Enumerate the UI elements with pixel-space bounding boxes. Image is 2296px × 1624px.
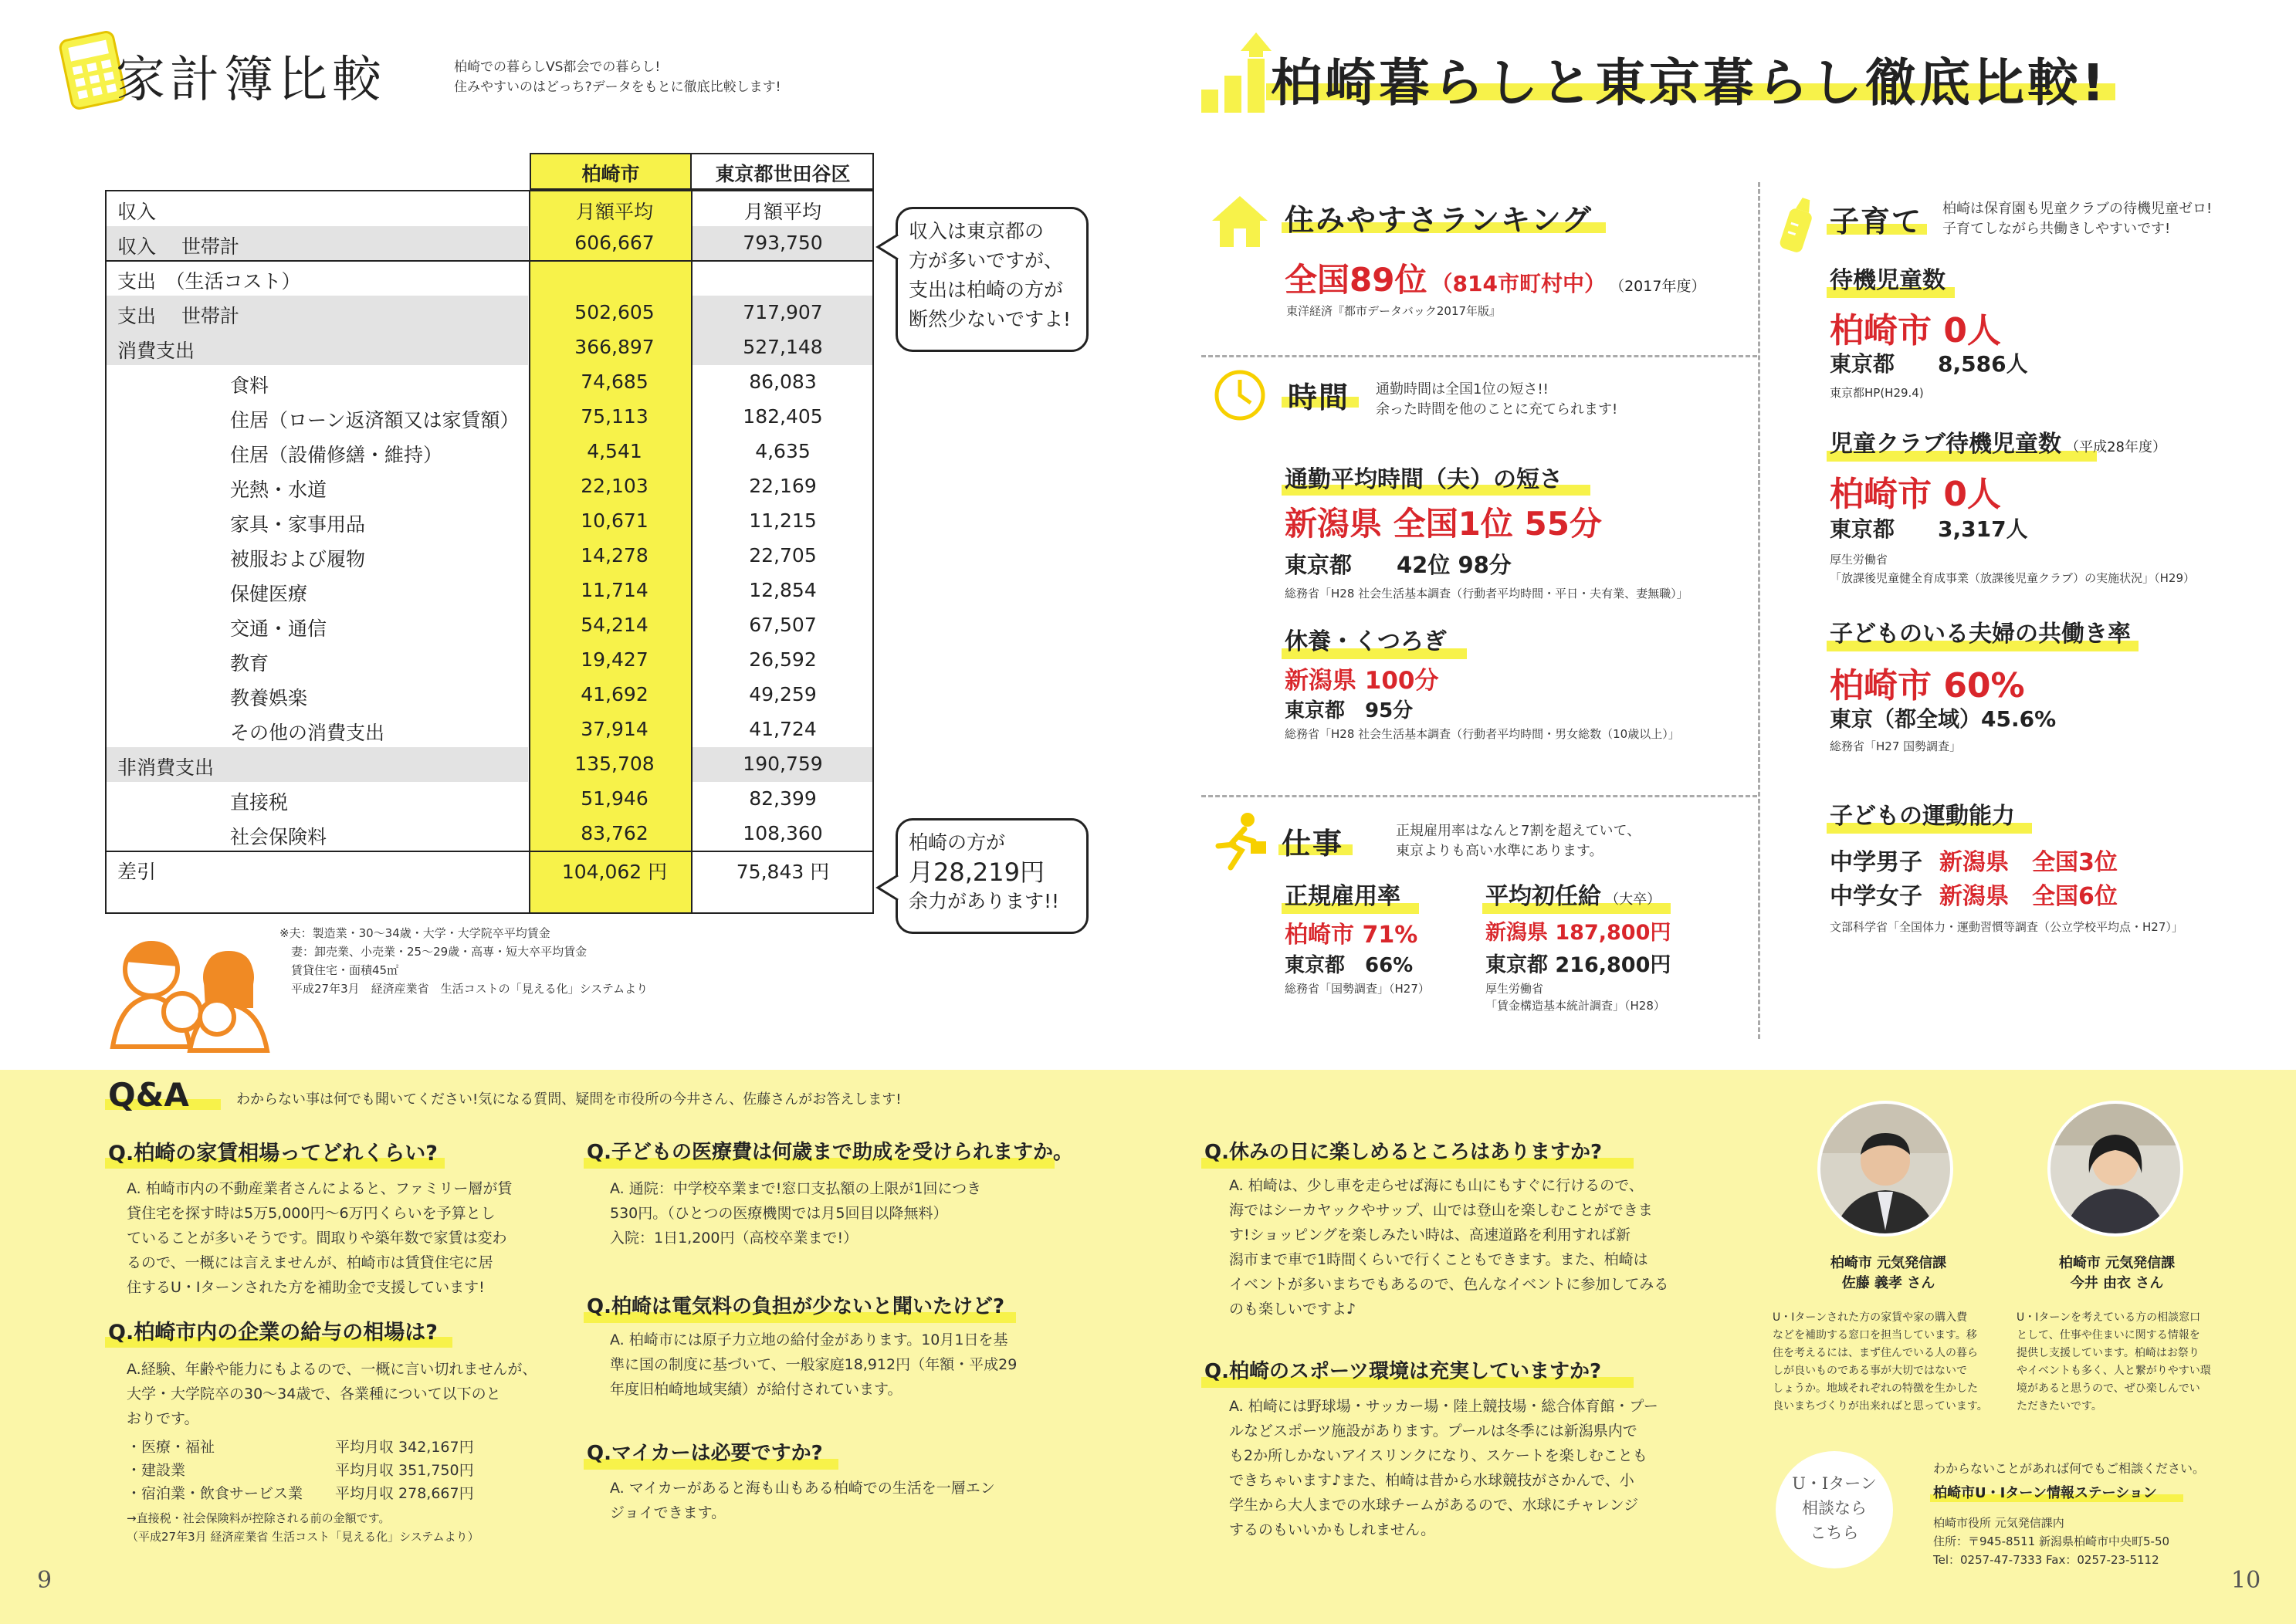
table-row bbox=[105, 365, 874, 399]
table-row bbox=[105, 191, 874, 225]
commute-title: 通勤平均時間（夫）の短さ bbox=[1285, 466, 1563, 493]
staff2-desc-line: やイベントも多く、人と繋がりやすい環 bbox=[2017, 1365, 2211, 1377]
club-main: 柏崎市 0人 bbox=[1830, 475, 2001, 514]
q5-question: Q.マイカーは必要ですか? bbox=[587, 1442, 823, 1465]
employment-source: 総務省「国勢調査」（H27） bbox=[1285, 982, 1430, 996]
table-row-label: 支出 （生活コスト） bbox=[117, 270, 301, 293]
table-cell-kashiwazaki: 502,605 bbox=[574, 301, 655, 323]
table-row bbox=[105, 851, 874, 885]
a2-line: A.経験、年齢や能力にもよるので、一概に言い切れませんが、 bbox=[127, 1361, 537, 1378]
bubble1-tail bbox=[875, 232, 899, 262]
table-row bbox=[105, 817, 874, 851]
table-cell-kashiwazaki: 月額平均 bbox=[575, 201, 653, 223]
a3-line: A. 通院：中学校卒業まで!窓口支払額の上限が1回につき bbox=[610, 1180, 982, 1197]
table-row-label: 教育 bbox=[230, 652, 269, 675]
bubble-surplus-note bbox=[896, 818, 1089, 934]
contact-name: 柏崎市U・Iターン情報ステーション bbox=[1933, 1485, 2157, 1501]
a2-list-item bbox=[127, 1459, 474, 1482]
sport-boy-label: 中学男子 bbox=[1830, 849, 1922, 876]
table-cell-kashiwazaki: 104,062 円 bbox=[561, 861, 668, 883]
table-row bbox=[105, 747, 874, 781]
a1-line: るので、一概には言えませんが、柏崎市は賃貸住宅に居 bbox=[127, 1254, 493, 1271]
table-row-label: 被服および履物 bbox=[230, 548, 366, 570]
a2-list-key: ・建設業 bbox=[127, 1462, 186, 1479]
table-row bbox=[105, 400, 874, 434]
a6-line: のも楽しいですよ♪ bbox=[1229, 1301, 1356, 1318]
a7-line: できちゃいます♪また、柏崎は昔から水球競技がさかんで、小 bbox=[1229, 1472, 1634, 1489]
contact-line-2: 住所：〒945-8511 新潟県柏崎市中央町5-50 bbox=[1933, 1534, 2170, 1548]
staff1-desc-line: U・Iターンされた方の家賃や家の購入費 bbox=[1773, 1311, 1968, 1324]
table-row-label: 収入 世帯計 bbox=[117, 235, 239, 258]
table-cell-kashiwazaki: 366,897 bbox=[574, 336, 655, 358]
table-row bbox=[105, 539, 874, 573]
table-cell-setagaya: 86,083 bbox=[749, 370, 817, 393]
wage-source-1: 厚生労働省 bbox=[1485, 982, 1544, 996]
a2-list-item bbox=[127, 1436, 474, 1459]
divider-ranking bbox=[1201, 355, 1757, 357]
table-row-label: 非消費支出 bbox=[117, 756, 215, 779]
staff-photo-sato-avatar bbox=[1816, 1099, 1955, 1241]
qa-intro: わからない事は何でも聞いてください!気になる質問、疑問を市役所の今井さん、佐藤さんがお答えします! bbox=[236, 1091, 902, 1108]
staff2-desc-line: U・Iターンを考えている方の相談窓口 bbox=[2017, 1311, 2201, 1324]
table-row bbox=[105, 435, 874, 469]
table-cell-kashiwazaki: 54,214 bbox=[581, 614, 649, 636]
consultation-circle bbox=[1776, 1451, 1893, 1568]
right-page-title: 柏崎暮らしと東京暮らし徹底比較! bbox=[1271, 53, 2108, 113]
staff1-desc-line: 良いまちづくりが出来ればと思っています。 bbox=[1773, 1400, 1988, 1413]
left-subtitle-2: 住みやすいのはどっち?データをもとに徹底比較します! bbox=[454, 80, 781, 95]
contact-line-3: Tel：0257-47-7333 Fax：0257-23-5112 bbox=[1933, 1553, 2159, 1567]
table-row-label: 教養娯楽 bbox=[230, 687, 308, 709]
child-desc-1: 柏崎は保育園も児童クラブの待機児童ゼロ! bbox=[1942, 201, 2213, 217]
table-cell-setagaya: 527,148 bbox=[743, 336, 823, 358]
table-cell-setagaya: 22,169 bbox=[749, 475, 817, 497]
sport-girl-label: 中学女子 bbox=[1830, 883, 1922, 910]
a6-line: A. 柏崎は、少し車を走らせば海にも山にもすぐに行けるので、 bbox=[1229, 1177, 1644, 1194]
consultation-circle-line3: こちら bbox=[1810, 1524, 1859, 1542]
a2-list-key: ・宿泊業・飲食サービス業 bbox=[127, 1485, 303, 1502]
table-row-label: 住居（ローン返済額又は家賃額） bbox=[230, 409, 520, 431]
a1-answer bbox=[127, 1176, 512, 1300]
table-cell-setagaya: 月額平均 bbox=[743, 201, 821, 223]
wait-source: 東京都HP(H29.4) bbox=[1830, 386, 1924, 400]
table-note-1: ※夫：製造業・30～34歳・大学・大学院卒平均賃金 bbox=[279, 926, 550, 940]
a7-line: も2か所しかないアイスリンクになり、スケートを楽しむことも bbox=[1229, 1447, 1647, 1464]
commute-main: 新潟県 全国1位 55分 bbox=[1285, 505, 1602, 543]
dual-source: 総務省「H27 国勢調査」 bbox=[1830, 739, 1962, 753]
ranking-year: （2017年度） bbox=[1610, 278, 1706, 295]
table-cell-kashiwazaki: 19,427 bbox=[581, 648, 649, 671]
table-row-label: 支出 世帯計 bbox=[117, 305, 239, 327]
a7-answer bbox=[1229, 1394, 1658, 1542]
table-cell-kashiwazaki: 41,692 bbox=[581, 683, 649, 705]
table-cell-setagaya: 182,405 bbox=[743, 405, 823, 428]
table-cell-kashiwazaki: 75,113 bbox=[581, 405, 649, 428]
dual-tokyo: 東京（都全域）45.6% bbox=[1830, 706, 2057, 732]
table-cell-setagaya: 12,854 bbox=[749, 579, 817, 601]
staff2-desc-line: 提供し支援しています。柏崎はお祭り bbox=[2017, 1347, 2199, 1359]
table-cell-setagaya: 717,907 bbox=[743, 301, 823, 323]
a5-line: ジョイできます。 bbox=[610, 1504, 726, 1521]
staff2-desc-line: ただきたいです。 bbox=[2017, 1400, 2102, 1413]
table-cell-setagaya: 75,843 円 bbox=[736, 861, 830, 883]
time-desc-2: 余った時間を他のことに充てられます! bbox=[1376, 401, 1618, 418]
a2-list-key: ・医療・福祉 bbox=[127, 1439, 215, 1456]
table-row bbox=[105, 330, 874, 364]
time-desc-1: 通勤時間は全国1位の短さ!! bbox=[1376, 381, 1549, 398]
table-cell-kashiwazaki: 74,685 bbox=[581, 370, 649, 393]
a7-line: するのもいいかもしれません。 bbox=[1229, 1521, 1436, 1538]
staff1-role: 柏崎市 元気発信課 bbox=[1830, 1255, 1947, 1271]
rest-source: 総務省「H28 社会生活基本調査（行動者平均時間・男女総数（10歳以上）」 bbox=[1285, 727, 1680, 741]
wage-title: 平均初任給 bbox=[1485, 883, 1601, 910]
a2-list-value: 平均月収 342,167円 bbox=[335, 1439, 474, 1456]
table-row bbox=[105, 782, 874, 816]
table-cell-kashiwazaki: 83,762 bbox=[581, 822, 649, 844]
budget-table bbox=[105, 153, 874, 914]
sport-boy-value: 新潟県 全国3位 bbox=[1939, 849, 2118, 876]
qa-title: Q&A bbox=[108, 1076, 189, 1114]
a6-line: す!ショッピングを楽しみたい時は、高速道路を利用すれば新 bbox=[1229, 1226, 1631, 1243]
a6-line: 潟市まで車で1時間くらいで行くこともできます。また、柏崎は bbox=[1229, 1251, 1648, 1268]
a3-line: 入院：1日1,200円（高校卒業まで!） bbox=[610, 1230, 858, 1247]
a6-line: イベントが多いまちでもあるので、色んなイベントに参加してみる bbox=[1229, 1276, 1669, 1293]
consultation-circle-line1: U・Iターン bbox=[1792, 1474, 1877, 1493]
a7-line: 学生から大人までの水球チームがあるので、水球にチャレンジ bbox=[1229, 1497, 1639, 1514]
table-cell-kashiwazaki: 22,103 bbox=[581, 475, 649, 497]
wage-paren: （大卒） bbox=[1605, 892, 1661, 908]
table-row bbox=[105, 712, 874, 746]
a4-answer bbox=[610, 1328, 1017, 1402]
a1-line: 住するU・Iターンされた方を補助金で支援しています! bbox=[127, 1279, 485, 1296]
club-tokyo: 東京都 3,317人 bbox=[1830, 516, 2028, 542]
table-cell-setagaya: 22,705 bbox=[749, 544, 817, 567]
wage-heading bbox=[1485, 877, 1661, 911]
column-divider bbox=[1758, 182, 1760, 1039]
table-row-label: 光熱・水道 bbox=[230, 479, 327, 501]
staff2-desc-line: として、仕事や住まいに関する情報を bbox=[2017, 1329, 2200, 1341]
table-cell-setagaya: 26,592 bbox=[749, 648, 817, 671]
table-row-label: 食料 bbox=[230, 374, 269, 397]
table-row-label: 消費支出 bbox=[117, 340, 195, 362]
bubble2-tail bbox=[875, 872, 899, 903]
left-subtitle-1: 柏崎での暮らしVS都会での暮らし! bbox=[454, 59, 661, 75]
wage-tokyo: 東京都 216,800円 bbox=[1485, 953, 1671, 977]
club-paren: （平成28年度） bbox=[2065, 439, 2166, 455]
house-icon bbox=[1209, 193, 1271, 253]
staff2-name: 今井 由衣 さん bbox=[2070, 1275, 2164, 1291]
a2-answer bbox=[127, 1357, 537, 1431]
sport-title: 子どもの運動能力 bbox=[1830, 803, 2015, 830]
table-cell-setagaya: 49,259 bbox=[749, 683, 817, 705]
bubble1-line1: 収入は東京都の bbox=[909, 220, 1045, 242]
staff2-desc bbox=[2017, 1309, 2211, 1416]
staff1-name: 佐藤 義孝 さん bbox=[1841, 1275, 1935, 1291]
child-desc-2: 子育てしながら共働きしやすいです! bbox=[1942, 221, 2171, 237]
baby-bottle-icon bbox=[1776, 191, 1820, 259]
staff2-role: 柏崎市 元気発信課 bbox=[2058, 1255, 2176, 1271]
contact-line-1: 柏崎市役所 元気発信課内 bbox=[1933, 1516, 2064, 1530]
table-cell-setagaya: 67,507 bbox=[749, 614, 817, 636]
table-row bbox=[105, 469, 874, 503]
table-row-label: 収入 bbox=[117, 201, 157, 223]
commute-tokyo: 東京都 42位 98分 bbox=[1285, 552, 1512, 578]
contact-lead: わからないことがあれば何でもご相談ください。 bbox=[1933, 1461, 2206, 1476]
table-cell-setagaya: 190,759 bbox=[743, 753, 823, 775]
staff1-desc bbox=[1773, 1309, 1988, 1416]
bubble1-line3: 支出は柏崎の方が bbox=[909, 279, 1064, 301]
table-cell-kashiwazaki: 10,671 bbox=[581, 509, 649, 532]
table-row bbox=[105, 296, 874, 330]
ranking-result bbox=[1285, 255, 1705, 301]
a4-line: A. 柏崎市には原子力立地の給付金があります。10月1日を基 bbox=[610, 1331, 1008, 1348]
child-title: 子育て bbox=[1830, 205, 1923, 239]
table-row-label: 家具・家事用品 bbox=[230, 513, 366, 536]
table-row bbox=[105, 573, 874, 607]
wage-source-2: 「賃金構造基本統計調査」（H28） bbox=[1485, 999, 1665, 1013]
wage-main: 新潟県 187,800円 bbox=[1485, 921, 1671, 945]
time-title: 時間 bbox=[1288, 381, 1350, 414]
table-cell-setagaya: 11,215 bbox=[749, 509, 817, 532]
table-row-label: 差引 bbox=[117, 861, 157, 883]
table-row-label: 保健医療 bbox=[230, 583, 308, 605]
left-page-title: 家計簿比較 bbox=[116, 52, 386, 109]
a6-answer bbox=[1229, 1173, 1668, 1321]
rest-tokyo: 東京都 95分 bbox=[1285, 699, 1414, 722]
sport-girl-value: 新潟県 全国6位 bbox=[1939, 883, 2118, 910]
staff2-desc-line: 境があると思うので、ぜひ楽しんでい bbox=[2017, 1382, 2200, 1395]
club-heading bbox=[1830, 425, 2166, 458]
table-cell-setagaya: 82,399 bbox=[749, 787, 817, 810]
page-number-left: 9 bbox=[37, 1567, 52, 1594]
family-illustration-icon bbox=[105, 923, 275, 1057]
bubble2-line2: 月28,219円 bbox=[909, 858, 1045, 887]
table-cell-kashiwazaki: 135,708 bbox=[574, 753, 655, 775]
wait-title: 待機児童数 bbox=[1830, 267, 1946, 294]
table-row-label: その他の消費支出 bbox=[230, 722, 385, 744]
q3-question: Q.子どもの医療費は何歳まで助成を受けられますか。 bbox=[587, 1141, 1073, 1164]
rest-title: 休養・くつろぎ bbox=[1285, 628, 1447, 655]
work-title: 仕事 bbox=[1282, 827, 1344, 861]
table-row bbox=[105, 504, 874, 538]
table-cell-setagaya: 4,635 bbox=[755, 440, 811, 462]
page-number-right: 10 bbox=[2231, 1567, 2261, 1594]
q2-question: Q.柏崎市内の企業の給与の相場は? bbox=[108, 1321, 438, 1345]
a6-line: 海ではシーカヤックやサップ、山では登山を楽しむことができま bbox=[1229, 1202, 1653, 1219]
table-row bbox=[105, 643, 874, 677]
table-row-label: 交通・通信 bbox=[230, 617, 327, 640]
club-source-1: 厚生労働省 bbox=[1830, 553, 1888, 567]
employment-title: 正規雇用率 bbox=[1285, 883, 1400, 910]
commute-source: 総務省「H28 社会生活基本調査（行動者平均時間・平日・夫有業、妻無職）」 bbox=[1285, 587, 1688, 601]
a3-answer bbox=[610, 1176, 981, 1250]
table-row-label: 住居（設備修繕・維持） bbox=[230, 444, 443, 466]
a2-list-value: 平均月収 278,667円 bbox=[335, 1485, 474, 1502]
ranking-paren: （814市町村中） bbox=[1431, 271, 1606, 296]
a5-answer bbox=[610, 1476, 995, 1525]
q7-question: Q.柏崎のスポーツ環境は充実していますか? bbox=[1204, 1360, 1602, 1383]
q1-question: Q.柏崎の家賃相場ってどれくらい? bbox=[108, 1142, 438, 1166]
a4-line: 年度旧柏崎地域実績）が給付されています。 bbox=[610, 1381, 902, 1398]
clock-icon bbox=[1214, 369, 1266, 425]
running-worker-icon bbox=[1207, 810, 1269, 875]
club-source-2: 「放課後児童健全育成事業（放課後児童クラブ）の実施状況」（H29） bbox=[1830, 571, 2196, 585]
table-col-setagaya: 東京都世田谷区 bbox=[715, 163, 851, 185]
a7-line: ルなどスポーツ施設があります。プールは冬季には新潟県内で bbox=[1229, 1423, 1637, 1440]
a2-line: おりです。 bbox=[127, 1410, 199, 1427]
ranking-source: 東洋経済『都市データバック2017年版』 bbox=[1286, 304, 1502, 318]
staff1-desc-line: しが良いものである事が大切ではないで bbox=[1773, 1365, 1967, 1377]
table-cell-kashiwazaki: 37,914 bbox=[581, 718, 649, 740]
staff-photo-imai-avatar bbox=[2046, 1099, 2185, 1241]
wait-main: 柏崎市 0人 bbox=[1830, 311, 2001, 350]
table-col-kashiwazaki: 柏崎市 bbox=[581, 163, 640, 185]
q6-question: Q.休みの日に楽しめるところはありますか? bbox=[1204, 1141, 1603, 1164]
table-cell-kashiwazaki: 14,278 bbox=[581, 544, 649, 567]
staff1-desc-line: などを補助する窓口を担当しています。移 bbox=[1773, 1329, 1977, 1341]
ranking-main: 全国89位 bbox=[1285, 261, 1427, 299]
bubble1-line4: 断然少ないですよ! bbox=[909, 308, 1072, 330]
divider-time bbox=[1201, 795, 1757, 797]
a2-line: 大学・大学院卒の30～34歳で、各業種について以下のと bbox=[127, 1385, 501, 1402]
employment-main: 柏崎市 71% bbox=[1285, 922, 1418, 949]
table-row-label: 社会保険料 bbox=[230, 826, 327, 848]
a2-note-2: （平成27年3月 経済産業省 生活コスト「見える化」システムより） bbox=[127, 1530, 479, 1544]
staff1-desc-line: しょうか。地域それぞれの特徴を生かした bbox=[1773, 1382, 1978, 1395]
table-cell-setagaya: 41,724 bbox=[749, 718, 817, 740]
a1-line: A. 柏崎市内の不動産業者さんによると、ファミリー層が賃 bbox=[127, 1180, 513, 1197]
table-row bbox=[105, 608, 874, 642]
a2-list-value: 平均月収 351,750円 bbox=[335, 1462, 474, 1479]
table-row bbox=[105, 226, 874, 260]
table-cell-kashiwazaki: 51,946 bbox=[581, 787, 649, 810]
table-note-2: 妻：卸売業、小売業・25～29歳・高専・短大卒平均賃金 bbox=[279, 945, 588, 959]
ranking-title: 住みやすさランキング bbox=[1285, 203, 1593, 237]
table-cell-setagaya: 108,360 bbox=[743, 822, 823, 844]
a1-line: ていることが多いそうです。間取りや築年数で家賃は変わ bbox=[127, 1230, 507, 1247]
bubble1-line2: 方が多いですが、 bbox=[909, 249, 1064, 272]
a5-line: A. マイカーがあると海も山もある柏崎での生活を一層エン bbox=[610, 1480, 995, 1497]
table-row bbox=[105, 261, 874, 295]
work-desc-1: 正規雇用率はなんと7割を超えていて、 bbox=[1396, 823, 1641, 839]
rest-main: 新潟県 100分 bbox=[1285, 667, 1439, 695]
a2-list-item bbox=[127, 1482, 474, 1505]
wait-tokyo: 東京都 8,586人 bbox=[1830, 351, 2028, 377]
table-row bbox=[105, 678, 874, 712]
work-desc-2: 東京よりも高い水準にあります。 bbox=[1396, 843, 1603, 859]
table-note-3: 賃貸住宅・面積45㎡ bbox=[279, 963, 399, 977]
table-cell-kashiwazaki: 606,667 bbox=[574, 232, 655, 254]
a2-list bbox=[127, 1436, 474, 1505]
dual-main: 柏崎市 60% bbox=[1830, 666, 2025, 705]
staff1-desc-line: 住を考えるには、まず住んでいる人の暮ら bbox=[1773, 1347, 1978, 1359]
employment-tokyo: 東京都 66% bbox=[1285, 954, 1414, 977]
bubble2-line1: 柏崎の方が bbox=[909, 831, 1006, 854]
q4-question: Q.柏崎は電気料の負担が少ないと聞いたけど? bbox=[587, 1295, 1005, 1318]
a7-line: A. 柏崎には野球場・サッカー場・陸上競技場・総合体育館・プー bbox=[1229, 1398, 1658, 1415]
table-cell-kashiwazaki: 4,541 bbox=[587, 440, 642, 462]
bubble-income-note bbox=[896, 207, 1089, 352]
a4-line: 準に国の制度に基づいて、一般家庭18,912円（年額・平成29 bbox=[610, 1356, 1018, 1373]
a2-note-1: →直接税・社会保険料が控除される前の金額です。 bbox=[127, 1511, 391, 1525]
dual-title: 子どものいる夫婦の共働き率 bbox=[1830, 621, 2131, 648]
a1-line: 貸住宅を探す時は5万5,000円～6万円くらいを予算とし bbox=[127, 1205, 496, 1222]
bubble2-line3: 余力があります!! bbox=[909, 890, 1060, 912]
table-note-4: 平成27年3月 経済産業省 生活コストの「見える化」システムより bbox=[279, 982, 649, 996]
club-title: 児童クラブ待機児童数 bbox=[1830, 431, 2061, 458]
consultation-circle-line2: 相談なら bbox=[1802, 1499, 1867, 1517]
sport-source: 文部科学省「全国体力・運動習慣等調査（公立学校平均点・H27）」 bbox=[1830, 920, 2183, 934]
table-cell-setagaya: 793,750 bbox=[743, 232, 823, 254]
table-cell-kashiwazaki: 11,714 bbox=[581, 579, 649, 601]
a3-line: 530円。（ひとつの医療機関では月5回目以降無料） bbox=[610, 1205, 948, 1222]
table-row-label: 直接税 bbox=[230, 791, 289, 814]
